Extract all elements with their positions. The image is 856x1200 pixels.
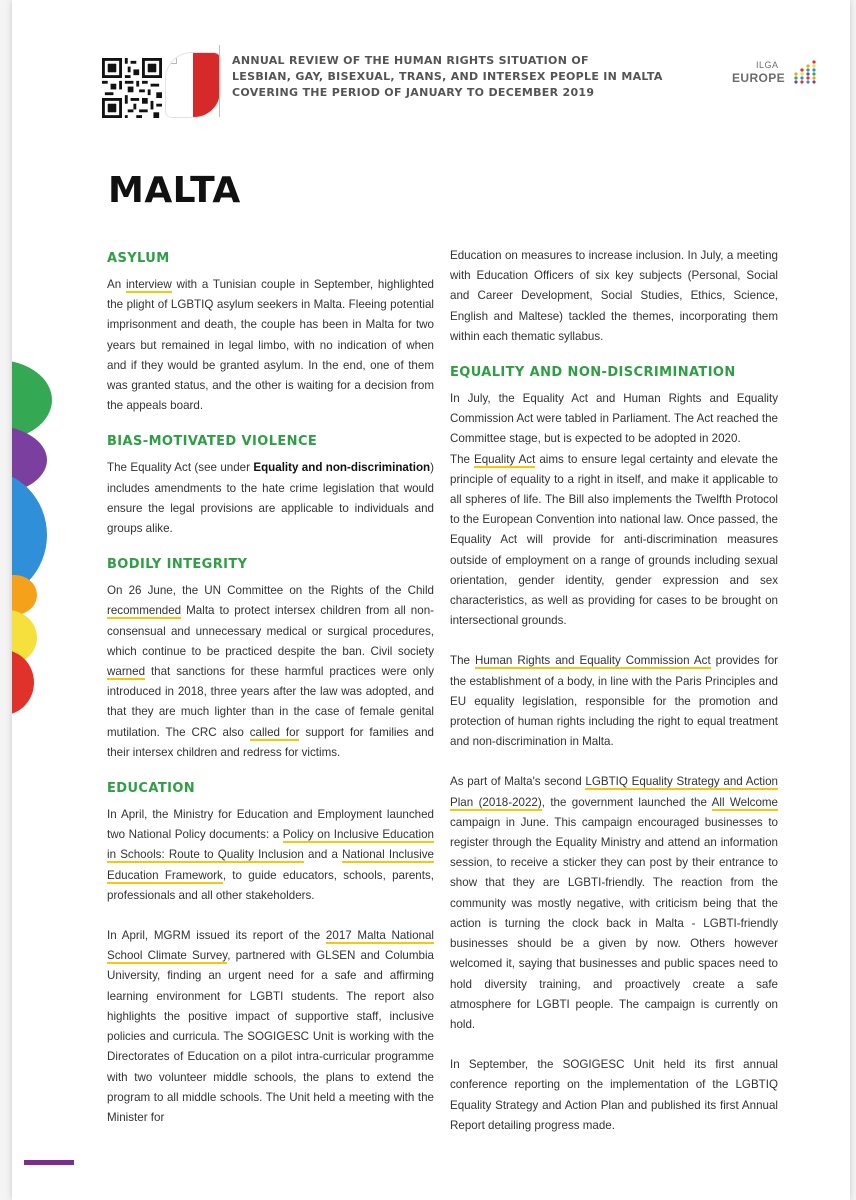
decor-red-arc (12, 650, 34, 715)
section-bodily-integrity (107, 555, 434, 763)
section-bias-motivated-violence (107, 432, 434, 539)
country-title: MALTA (108, 170, 241, 211)
link-all-welcome[interactable]: All Welcome (711, 795, 778, 809)
text-span: campaign in June. This campaign encouraged businesses to register through the Equality Ministry and attend an information session, to receive a sticker they can post by their entrance to show that they are LGBTI-friendly. The reaction from the community was mostly negative, with criticism being that the action is turning the clock back in Malta - LGBTI-friendly businesses should be a given by now. Others however welcomed it, saying that businesses and public spaces need to hold diversity training, and proactively create a safe atmosphere for LGBTI people. The campaign is currently on hold. (450, 815, 778, 1031)
link-equality-act[interactable]: Equality Act (473, 452, 536, 466)
report-title-line-1: ANNUAL REVIEW OF THE HUMAN RIGHTS SITUATION OF (232, 54, 589, 67)
report-title (232, 53, 663, 101)
decor-orange-arc (12, 575, 37, 615)
right-column (450, 246, 778, 1136)
section-equality (450, 363, 778, 1136)
education-paragraph-1 (107, 805, 434, 906)
text-span: support for families and their intersex children and redress for victims. (107, 725, 434, 759)
section-heading-asylum: ASYLUM (107, 251, 170, 266)
link-equality-strategy[interactable]: LGBTIQ Equality Strategy and Action Plan (2018-2022) (450, 775, 778, 809)
equality-paragraph-3 (450, 651, 778, 752)
equality-paragraph-5: In September, the SOGIGESC Unit held its first annual conference reporting on the implementation of the LGBTIQ Equality Strategy and Action Plan and published its first Annual Report detailing progress made. (450, 1058, 778, 1132)
malta-flag-icon (166, 53, 220, 117)
text-span: aims to ensure legal certainty and elevate the principle of equality to a right in itself, and make it applicable to all spheres of life. The Bill also implements the Twelfth Protocol to the European Convention into national law. Once passed, the Equality Act will provide for anti-discrimination measures outside of employment on a range of grounds including sexual orientation, gender identity, gender expression and sex characteristics, as well as providing for cases to be brought on intersectional grounds. (450, 452, 779, 628)
link-interview[interactable]: interview (125, 278, 172, 291)
rainbow-dots-icon (794, 60, 818, 86)
text-span: The Equality Act (see under (107, 461, 254, 475)
bold-reference: Equality and non-discrimination (253, 461, 431, 475)
education-paragraph-2 (107, 926, 434, 1128)
link-human-rights-commission-act[interactable]: Human Rights and Equality Commission Act (474, 654, 711, 668)
text-span: , partnered with GLSEN and Columbia University, finding an urgent need for a safe and affirming learning environment for LGBTI students. The report also highlights the positive impact of supportive staff, inclusive policies and curricula. The SOGIGESC Unit is working with the Directorates of Education on a pilot intra-curricular programme with two volunteer middle schools, the plans to extend the program to all middle schools. The Unit held a meeting with the Minister for (107, 949, 434, 1124)
text-span: The (450, 654, 475, 668)
text-span: In July, the Equality Act and Human Rights and Equality Commission Act were tabled in Parliament. The Act reached the Committee stage, but is expected to be adopted in 2020. (450, 392, 778, 446)
education-paragraph-2-continued: Education on measures to increase inclusion. In July, a meeting with Education Officers of six key subjects (Personal, Social and Career Development, Social Studies, Ethics, Science, English and Maltese) tackled the themes, incorporating them within each thematic syllabus. (450, 249, 778, 343)
text-span: provides for the establishment of a body, in line with the Paris Principles and EU equality legislation, responsible for the promotion and protection of human rights including the right to equal treatment and non-discrimination in Malta. (450, 654, 779, 749)
logo-text-large: EUROPE (732, 71, 786, 85)
text-span: The (450, 452, 474, 466)
text-span: , the government launched the (541, 795, 712, 809)
text-span: and a (303, 848, 343, 862)
text-span: that sanctions for these harmful practices were only introduced in 2018, three years after the law was adopted, and that they are much lighter than in the case of female genital mutilation. The CRC also (107, 665, 434, 739)
report-title-line-2: LESBIAN, GAY, BISEXUAL, TRANS, AND INTERSEX PEOPLE IN MALTA (232, 70, 663, 83)
section-heading-bodily: BODILY INTEGRITY (107, 557, 248, 573)
text-span: In April, MGRM issued its report of the (107, 929, 326, 943)
bodily-paragraph (107, 581, 434, 763)
text-span: In April, the Ministry for Education and Employment launched two National Policy documents: a (107, 808, 434, 842)
document-page (12, 0, 850, 1200)
bias-paragraph (107, 458, 434, 539)
footer-accent-bar (24, 1160, 74, 1165)
link-inclusive-education-framework[interactable]: National Inclusive Education Framework (107, 848, 434, 882)
section-heading-bias: BIAS-MOTIVATED VIOLENCE (107, 434, 318, 450)
text-span: An (107, 278, 126, 291)
report-title-line-3: COVERING THE PERIOD OF JANUARY TO DECEMBER 2019 (232, 86, 595, 99)
left-column (107, 249, 434, 1128)
equality-paragraph-1 (450, 389, 778, 631)
section-asylum (107, 249, 434, 416)
link-school-climate-survey[interactable]: 2017 Malta National School Climate Survey (107, 929, 434, 963)
link-inclusive-education-policy[interactable]: Policy on Inclusive Education in Schools: Route to Quality Inclusion (107, 828, 434, 862)
link-warned[interactable]: warned (107, 665, 146, 679)
asylum-paragraph (107, 275, 434, 416)
text-span: Malta to protect intersex children from all non-consensual and unnecessary medical or surgical procedures, which continue to be practiced despite the ban. Civil society (107, 604, 434, 658)
logo-text-small: ILGA (756, 60, 779, 70)
qr-code-icon (102, 58, 162, 118)
link-recommended[interactable]: recommended (107, 604, 182, 618)
text-span: with a Tunisian couple in September, highlighted the plight of LGBTIQ asylum seekers in Malta. Fleeing potential imprisonment and death, the couple has been in Malta for two years but remained in legal limbo, with no indication of when and if they would be granted asylum. In the end, one of them was granted status, and the other is waiting for a decision from the appeals board. (107, 278, 434, 413)
header-divider (219, 45, 220, 117)
text-span: On 26 June, the UN Committee on the Rights of the Child (107, 584, 434, 598)
text-span: As part of Malta's second (450, 775, 586, 789)
equality-paragraph-4 (450, 772, 778, 1035)
decor-green-arc (12, 360, 52, 440)
section-education (107, 779, 434, 1128)
text-span: ) includes amendments to the hate crime legislation that would ensure the legal provisions are applicable to individuals and groups alike. (107, 461, 434, 536)
section-heading-equality: EQUALITY AND NON-DISCRIMINATION (450, 365, 736, 381)
link-called-for[interactable]: called for (249, 725, 300, 739)
ilga-europe-logo (730, 60, 820, 94)
text-span: , to guide educators, schools, parents, professionals and all other stakeholders. (107, 868, 434, 902)
section-heading-education: EDUCATION (107, 781, 196, 797)
